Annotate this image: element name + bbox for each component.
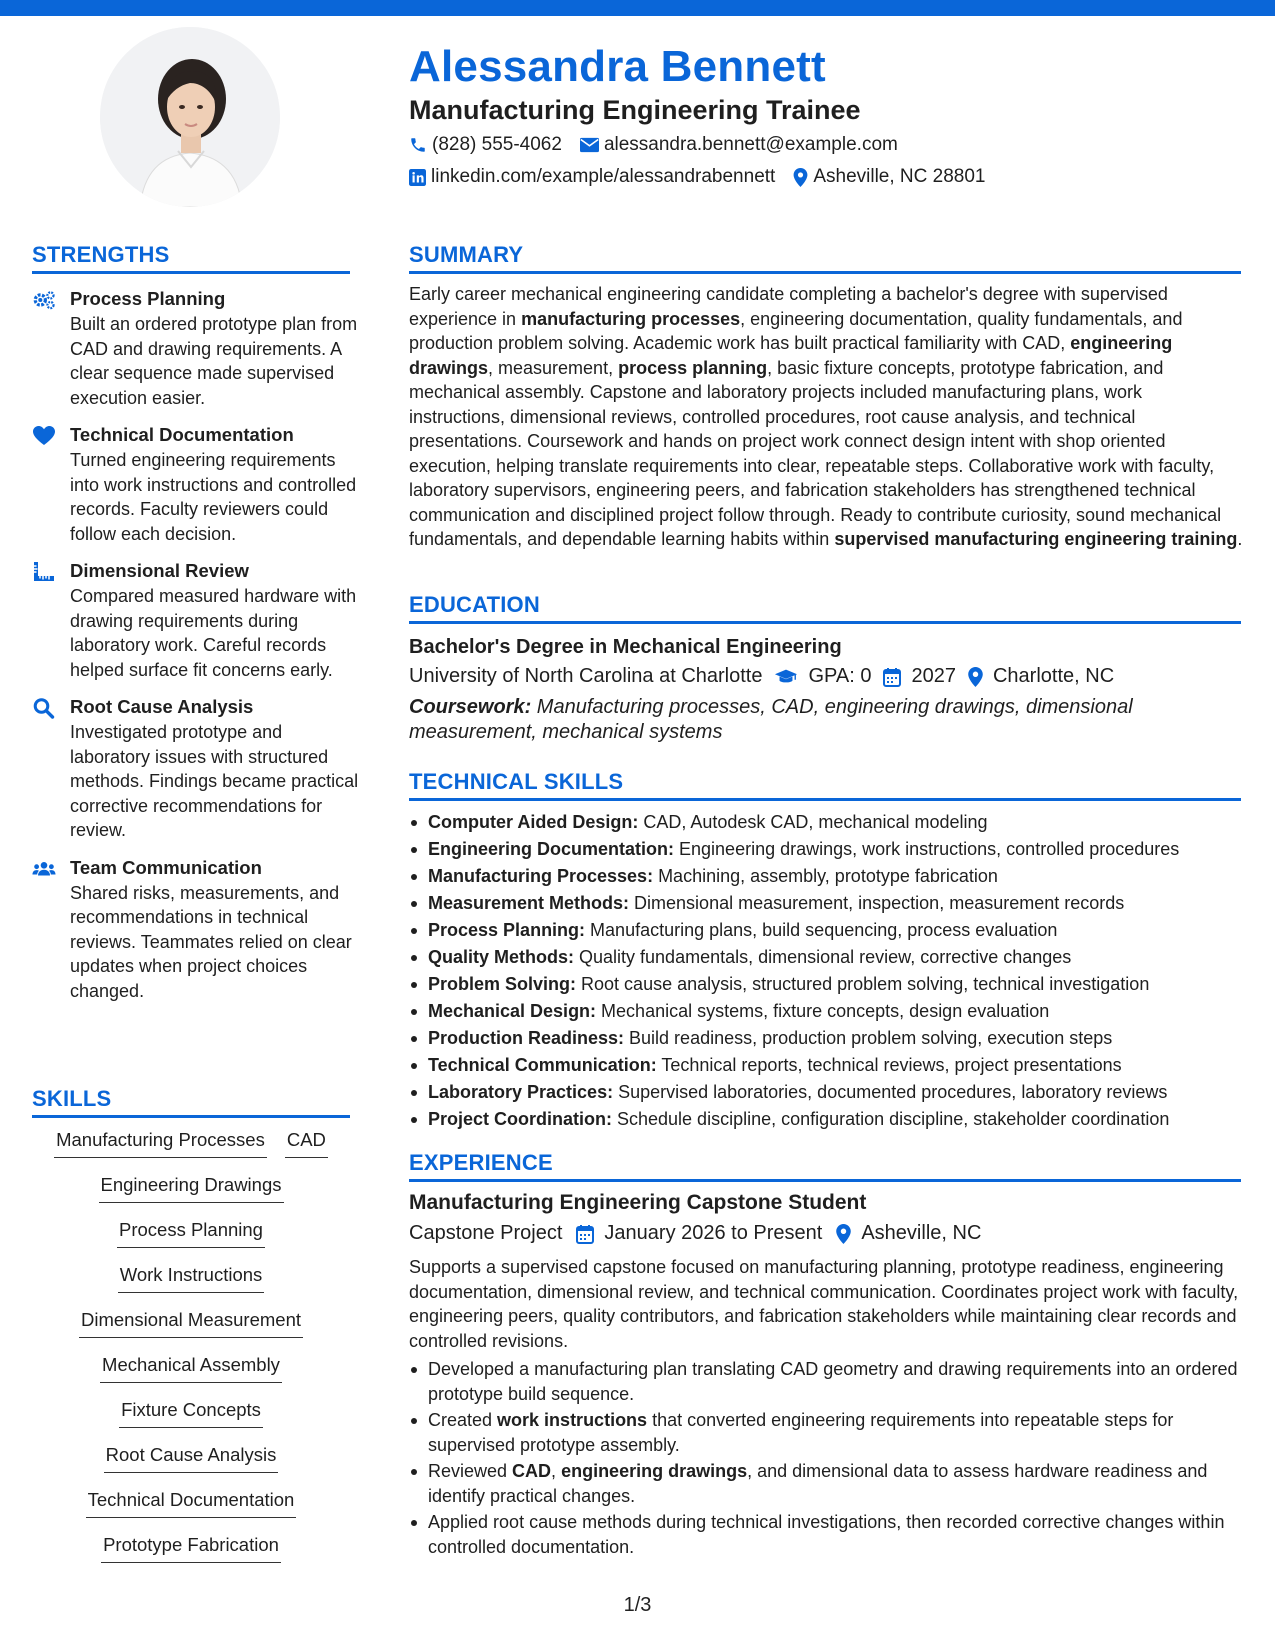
phone-text: (828) 555-4062 [432,134,562,155]
education-degree: Bachelor's Degree in Mechanical Engineering [409,636,842,658]
education-location-item [968,665,1114,688]
linkedin-text: linkedin.com/example/alessandrabennett [431,166,776,187]
skill-tag: Dimensional Measurement [79,1308,303,1338]
bullet-run-bold: CAD [512,1461,552,1481]
candidate-name: Alessandra Bennett [409,42,826,91]
bullet-run-bold: work instructions [497,1410,648,1430]
skill-label: Technical Communication: [428,1055,657,1075]
skill-tag: Root Cause Analysis [104,1443,279,1473]
list-item [409,1459,1243,1508]
skill-value: CAD, Autodesk CAD, mechanical modeling [638,812,988,832]
skill-tag: Fixture Concepts [119,1398,263,1428]
skill-row [32,1533,350,1578]
experience-title: Manufacturing Engineering Capstone Student [409,1191,867,1214]
map-pin-icon [968,667,983,687]
education-coursework [409,695,1239,745]
users-icon [32,858,56,880]
education-year: 2027 [911,665,956,687]
skill-tag: Manufacturing Processes [54,1128,267,1158]
strength-title: Technical Documentation [70,424,294,445]
education-year-item [883,665,956,688]
experience-location: Asheville, NC [861,1222,982,1244]
summary-run: Early career mechanical engineering candidate completing a bachelor's degree with supervised experience in [409,284,1168,329]
gears-icon [32,289,56,311]
summary-text [409,282,1243,552]
strength-item [32,423,362,546]
education-school: University of North Carolina at Charlotte [409,665,763,687]
bullet-run: Developed a manufacturing plan translating CAD geometry and drawing requirements into an ordered prototype build sequence. [428,1359,1238,1404]
skill-label: Quality Methods: [428,947,575,967]
skill-value: Schedule discipline, configuration discipline, stakeholder coordination [612,1109,1170,1129]
skill-tag: Engineering Drawings [99,1173,284,1203]
page-number: 1/3 [623,1594,652,1616]
profile-photo [100,27,280,207]
skill-value: Machining, assembly, prototype fabrication [653,866,998,886]
technical-skills-heading: TECHNICAL SKILLS [409,769,1241,801]
skill-row [32,1488,350,1533]
skills-list [32,1128,350,1578]
skill-label: Problem Solving: [428,974,577,994]
skill-label: Process Planning: [428,920,586,940]
strength-item [32,559,362,682]
experience-dates-item [576,1222,822,1245]
phone-icon [409,136,427,154]
skill-label: Project Coordination: [428,1109,612,1129]
skill-label: Laboratory Practices: [428,1082,614,1102]
summary-heading: SUMMARY [409,242,1241,274]
experience-heading: EXPERIENCE [409,1150,1241,1182]
skill-row [32,1218,350,1263]
summary-run-bold: supervised manufacturing engineering training [834,529,1238,549]
location-text: Asheville, NC 28801 [813,166,986,187]
technical-skills-list [409,809,1249,1133]
list-item [409,1408,1243,1457]
bullet-run: that converted engineering requirements into repeatable steps for supervised prototype assembly. [428,1410,1174,1455]
linkedin-item [409,166,775,188]
contact-row-1 [409,134,916,156]
phone-item [409,134,562,156]
summary-run-bold: manufacturing processes [521,308,741,329]
list-item [409,1357,1243,1406]
calendar-icon [576,1224,594,1244]
education-location: Charlotte, NC [992,665,1115,687]
list-item [409,863,1249,890]
skill-tag: Mechanical Assembly [100,1353,282,1383]
experience-dates: January 2026 to Present [604,1222,823,1244]
strength-title: Dimensional Review [70,560,249,581]
education-heading: EDUCATION [409,592,1241,624]
bullet-run-bold: engineering drawings [561,1461,748,1481]
list-item [409,1079,1249,1106]
skill-value: Engineering drawings, work instructions, controlled procedures [674,839,1180,859]
skill-label: Measurement Methods: [428,893,630,913]
linkedin-icon [409,169,426,186]
skill-tag: CAD [285,1128,328,1158]
skill-value: Technical reports, technical reviews, project presentations [656,1055,1122,1075]
skill-value: Manufacturing plans, build sequencing, process evaluation [585,920,1058,940]
strength-text: Compared measured hardware with drawing requirements during laboratory work. Careful records helped surface fit concerns early. [70,586,357,680]
skill-value: Quality fundamentals, dimensional review, corrective changes [574,947,1072,967]
list-item [409,1025,1249,1052]
skill-value: Root cause analysis, structured problem solving, technical investigation [576,974,1150,994]
skill-value: Dimensional measurement, inspection, measurement records [629,893,1125,913]
graduation-cap-icon [774,668,798,686]
list-item [409,971,1249,998]
skill-row [32,1353,350,1398]
list-item [409,890,1249,917]
strength-item [32,856,362,1004]
strengths-heading: STRENGTHS [32,242,350,274]
email-text: alessandra.bennett@example.com [603,134,898,155]
skill-value: Supervised laboratories, documented procedures, laboratory reviews [613,1082,1168,1102]
skill-tag: Prototype Fabrication [101,1533,281,1563]
contact-row-2 [409,166,1003,188]
summary-run: , measurement, [488,357,619,378]
strength-item [32,287,362,410]
list-item [409,1510,1243,1559]
education-gpa-item [774,665,871,688]
skill-value: Mechanical systems, fixture concepts, design evaluation [596,1001,1050,1021]
experience-meta [409,1222,995,1245]
map-pin-icon [793,168,808,187]
skill-row [32,1398,350,1443]
summary-run-bold: engineering drawings [409,333,1173,378]
strength-text: Investigated prototype and laboratory issues with structured methods. Findings became practical corrective recommendations for review. [70,722,359,840]
experience-description: Supports a supervised capstone focused on manufacturing planning, prototype readiness, engineering documentation, dimensional review, and technical communication. Coordinates project work with faculty, engineering peers, quality contributors, and fabrication stakeholders while maintaining clear records and controlled revisions. [409,1257,1239,1351]
experience-org: Capstone Project [409,1222,563,1244]
candidate-title: Manufacturing Engineering Trainee [409,95,861,125]
email-item [580,134,898,156]
strength-text: Built an ordered prototype plan from CAD and drawing requirements. A clear sequence made supervised execution easier. [70,314,358,408]
skill-tag: Work Instructions [118,1263,265,1293]
skill-label: Engineering Documentation: [428,839,675,859]
calendar-icon [883,667,901,687]
strength-item [32,695,362,843]
experience-bullets [409,1357,1243,1561]
bullet-run: Reviewed [428,1461,513,1481]
location-item [793,166,985,188]
list-item [409,944,1249,971]
list-item [409,836,1249,863]
top-accent-bar [0,0,1275,16]
summary-run: , basic fixture concepts, prototype fabrication, and mechanical assembly. Capstone and laboratory projects included manufacturing plans, work instructions, dimensional reviews, controlled procedures, root cause analysis, and technical presentations. Coursework and hands on project work connect design intent with shop oriented execution, helping translate requirements into clear, repeatable steps. Collaborative work with faculty, laboratory supervisors, engineering peers, and fabrication stakeholders has strengthened technical communication and disciplined project follow through. Ready to contribute curiosity, sound mechanical fundamentals, and dependable learning habits within [409,357,1222,549]
heart-icon [32,425,56,447]
skill-label: Production Readiness: [428,1028,625,1048]
education-meta [409,665,1126,688]
list-item [409,1106,1249,1133]
bullet-run: Applied root cause methods during technical investigations, then recorded corrective changes within controlled documentation. [428,1512,1225,1557]
search-icon [32,697,56,719]
bullet-run: Created [428,1410,498,1430]
coursework-text: Manufacturing processes, CAD, engineering drawings, dimensional measurement, mechanical systems [409,696,1133,743]
list-item [409,917,1249,944]
skill-tag: Technical Documentation [86,1488,297,1518]
skills-heading: SKILLS [32,1086,350,1118]
skill-row [32,1443,350,1488]
bullet-run: , [551,1461,562,1481]
summary-run: , engineering documentation, quality fundamentals, and production problem solving. Academic work has built practical familiarity with CAD, [409,308,1183,353]
envelope-icon [580,137,599,153]
strength-title: Team Communication [70,856,262,878]
strength-text: Turned engineering requirements into work instructions and controlled records. Faculty reviewers could follow each decision. [70,450,357,544]
strength-text: Shared risks, measurements, and recommendations in technical reviews. Teammates relied on clear updates when project choices changed. [70,882,352,1001]
skill-label: Mechanical Design: [428,1001,597,1021]
skill-row [32,1128,350,1173]
strengths-list [32,287,362,1016]
strength-title: Root Cause Analysis [70,696,254,717]
education-gpa: GPA: 0 [808,665,872,687]
skill-row [32,1263,350,1308]
list-item [409,1052,1249,1079]
experience-location-item [836,1222,981,1245]
ruler-icon [32,561,56,583]
summary-run: . [1237,529,1243,549]
skill-value: Build readiness, production problem solving, execution steps [624,1028,1113,1048]
list-item [409,809,1249,836]
strength-title: Process Planning [70,288,226,309]
coursework-label: Coursework: [409,696,532,718]
bullet-run: , and dimensional data to assess hardware readiness and identify practical changes. [428,1461,1208,1506]
list-item [409,998,1249,1025]
skill-label: Manufacturing Processes: [428,866,654,886]
skill-row [32,1173,350,1218]
skill-label: Computer Aided Design: [428,812,639,832]
map-pin-icon [836,1224,851,1244]
skill-tag: Process Planning [117,1218,265,1248]
summary-run-bold: process planning [618,357,768,378]
skill-row [32,1308,350,1353]
